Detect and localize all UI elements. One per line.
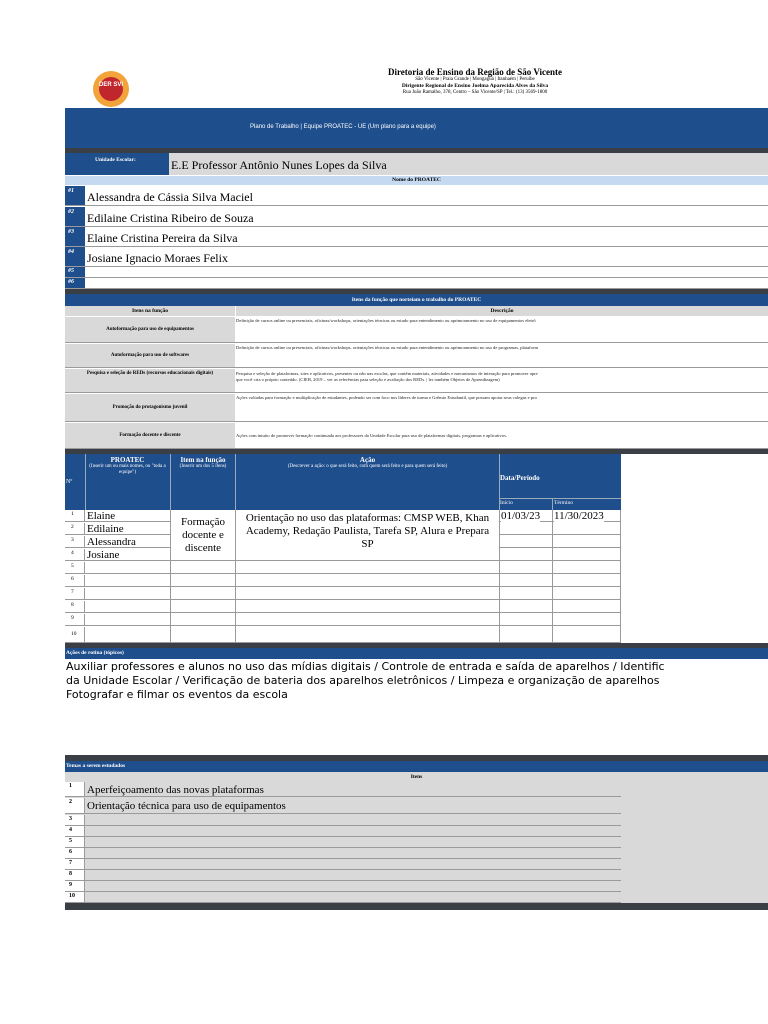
col-item-hint: (Inserir um dos 5 itens)	[179, 464, 227, 469]
proatec-row	[65, 227, 768, 247]
theme-row	[65, 826, 621, 837]
proatec-cell: Elaine	[87, 510, 116, 522]
col-period: Data/Período	[500, 474, 540, 482]
themes-header-bar	[65, 761, 768, 772]
themes-col-items: Itens	[65, 772, 768, 782]
row-number: #1	[65, 186, 85, 205]
logo-text: DER SVI	[99, 77, 123, 101]
proatec-name: Elaine Cristina Pereira da Silva	[87, 231, 238, 245]
function-desc: Pesquisa e seleção de plataformas, sites e aplicativos, presentes ou não nas escolas, que contêm materiais, atividades e mecanismos de interação para promover apre	[236, 371, 538, 376]
col-end: Término	[554, 500, 573, 506]
row-number: 6	[65, 848, 85, 858]
school-label-cell	[65, 153, 169, 175]
functions-col-desc: Descrição	[236, 306, 768, 316]
row-number: 7	[65, 859, 85, 869]
function-desc: Ações com intuito de promover formação continuada aos professores da Unidade Escolar para uso de plataformas digitais, programas e aplicativos.	[236, 433, 508, 438]
theme-row	[65, 881, 621, 892]
row-number: 8	[65, 601, 85, 613]
row-number: 1	[65, 782, 85, 796]
row-number: #2	[65, 207, 85, 226]
row-number: 10	[65, 627, 85, 643]
row-number: #3	[65, 227, 85, 246]
banner-text: Plano de Trabalho | Equipe PROATEC - UE (Um plano para a equipe)	[250, 124, 436, 130]
function-desc-cont: que você cria o próprio conteúdo. (CIEB, 2019 – ver as referências para seleção e avaliação dos REDs. | ler também Objetos de Aprendizagem)	[236, 377, 500, 382]
table-row	[65, 562, 621, 574]
theme-row	[65, 892, 621, 903]
table-row	[65, 627, 621, 643]
table-row	[65, 601, 621, 613]
function-row	[65, 317, 768, 343]
row-number: 9	[65, 881, 85, 891]
col-start: Início	[500, 500, 513, 506]
routine-line: Fotografar e filmar os eventos da escola	[66, 688, 288, 701]
function-row	[65, 369, 768, 393]
theme-text: Orientação técnica para uso de equipamentos	[87, 800, 286, 812]
col-item: Item na função	[180, 456, 226, 464]
page-title: Diretoria de Ensino da Região de São Vicente	[387, 67, 563, 77]
row-number: 2	[65, 798, 85, 813]
row-number: 6	[65, 575, 85, 587]
proatec-row	[65, 278, 768, 289]
col-proatec-hint: (Inserir um ou mais nomes, ou "toda a equipe")	[89, 464, 166, 475]
function-desc: Ações voltadas para formação e multiplicação de estudantes, podendo ser com foco nos líderes de turma e Grêmio Estudantil, que possam apoiar seus colegas e pro	[236, 395, 537, 400]
divider-bar	[65, 903, 768, 910]
actions-header	[65, 454, 621, 510]
theme-text: Aperfeiçoamento das novas plataformas	[87, 784, 264, 796]
col-num: Nº	[66, 479, 73, 485]
item-cell: Formação docente e discente	[171, 516, 235, 555]
row-number: 4	[65, 826, 85, 836]
proatec-row	[65, 186, 768, 206]
school-name: E.E Professor Antônio Nunes Lopes da Silva	[171, 158, 387, 172]
functions-header: Itens da função que norteiam o trabalho do PROATEC	[65, 294, 768, 306]
row-number: 3	[65, 815, 85, 825]
row-number: #6	[65, 278, 85, 288]
table-row	[65, 614, 621, 626]
function-row	[65, 423, 768, 449]
theme-row	[65, 859, 621, 870]
row-number: 7	[65, 588, 85, 600]
proatec-name: Edilaine Cristina Ribeiro de Souza	[87, 211, 254, 225]
row-number: #5	[65, 267, 85, 277]
routine-line: da Unidade Escolar / Verificação de bateria dos aparelhos eletrônicos / Limpeza e organização de aparelhos	[66, 674, 660, 687]
theme-row	[65, 870, 621, 881]
function-item: Autoformação para uso de equipamentos	[65, 317, 235, 342]
proatec-cell: Edilaine	[87, 523, 124, 535]
school-label: Unidade Escolar:	[95, 157, 136, 163]
cities-line: São Vicente | Praia Grande | Mongaguá | Itanhaém | Peruíbe	[415, 77, 535, 82]
theme-row	[65, 782, 621, 797]
proatec-cell: Josiane	[87, 549, 120, 561]
row-number: 10	[65, 892, 85, 902]
col-proatec: PROATEC	[110, 456, 145, 464]
function-row	[65, 394, 768, 422]
row-number: #4	[65, 247, 85, 266]
themes-header: Temas a serem estudados	[66, 763, 126, 769]
row-number: 1	[65, 510, 85, 522]
proatec-cell: Alessandra	[87, 536, 136, 548]
function-row	[65, 344, 768, 368]
start-date: 01/03/23	[501, 510, 541, 522]
row-number: 9	[65, 614, 85, 626]
functions-col-items: Itens na função	[65, 306, 235, 316]
row-number: 5	[65, 837, 85, 847]
work-plan-sheet	[65, 65, 768, 910]
routine-text	[66, 660, 768, 702]
proatec-name: Josiane Ignacio Moraes Felix	[87, 251, 228, 265]
function-item: Pesquisa e seleção de REDs (recursos educacionais digitais)	[65, 369, 235, 392]
theme-row	[65, 798, 621, 814]
table-row	[65, 575, 621, 587]
col-action-hint: (Descrever a ação: o que será feito, com quem será feito e para quem será feito)	[287, 464, 448, 469]
routine-header-bar	[65, 648, 768, 659]
end-date: 11/30/2023	[554, 510, 604, 522]
routine-line: Auxiliar professores e alunos no uso das mídias digitais / Controle de entrada e saída de aparelhos / Identific	[66, 660, 665, 673]
function-item: Promoção do protagonismo juvenil	[65, 394, 235, 421]
proatec-name: Alessandra de Cássia Silva Maciel	[87, 190, 253, 204]
address-line: Rua João Ramalho, 378, Centro – São Vicente/SP | Tel.: (13) 3569-1800	[402, 90, 548, 95]
theme-row	[65, 837, 621, 848]
row-number: 8	[65, 870, 85, 880]
table-row	[65, 588, 621, 600]
theme-row	[65, 815, 621, 826]
theme-row	[65, 848, 621, 859]
proatec-row	[65, 207, 768, 227]
row-number: 3	[65, 536, 85, 548]
function-item: Autoformação para uso de softwares	[65, 344, 235, 367]
proatec-names-header: Nome do PROATEC	[65, 176, 768, 185]
function-desc: Definição de cursos online ou presenciais, oficinas/workshops, orientações técnicas ou estudo para entendimento ou aprimoramento no uso de equipamentos eletrô	[236, 318, 536, 323]
action-cell: Orientação no uso das plataformas: CMSP WEB, Khan Academy, Redação Paulista, Tarefa SP, Alura e Prepara SP	[236, 511, 499, 551]
function-desc: Definição de cursos online ou presenciais, oficinas/workshops, orientações técnicas ou estudo para entendimento ou aprimoramento no uso de programas, plataform	[236, 345, 539, 350]
plan-banner	[65, 108, 768, 148]
routine-header: Ações de rotina (tópicos)	[66, 650, 124, 656]
function-item: Formação docente e discente	[65, 423, 235, 448]
proatec-row	[65, 267, 768, 278]
school-value-cell	[169, 153, 768, 175]
row-number: 2	[65, 523, 85, 535]
row-number: 4	[65, 549, 85, 561]
der-logo	[93, 71, 129, 107]
row-number: 5	[65, 562, 85, 574]
dirigente-line: Dirigente Regional de Ensino Joelma Aparecida Alves da Silva	[401, 83, 549, 89]
col-action: Ação	[359, 456, 376, 464]
proatec-row	[65, 247, 768, 267]
